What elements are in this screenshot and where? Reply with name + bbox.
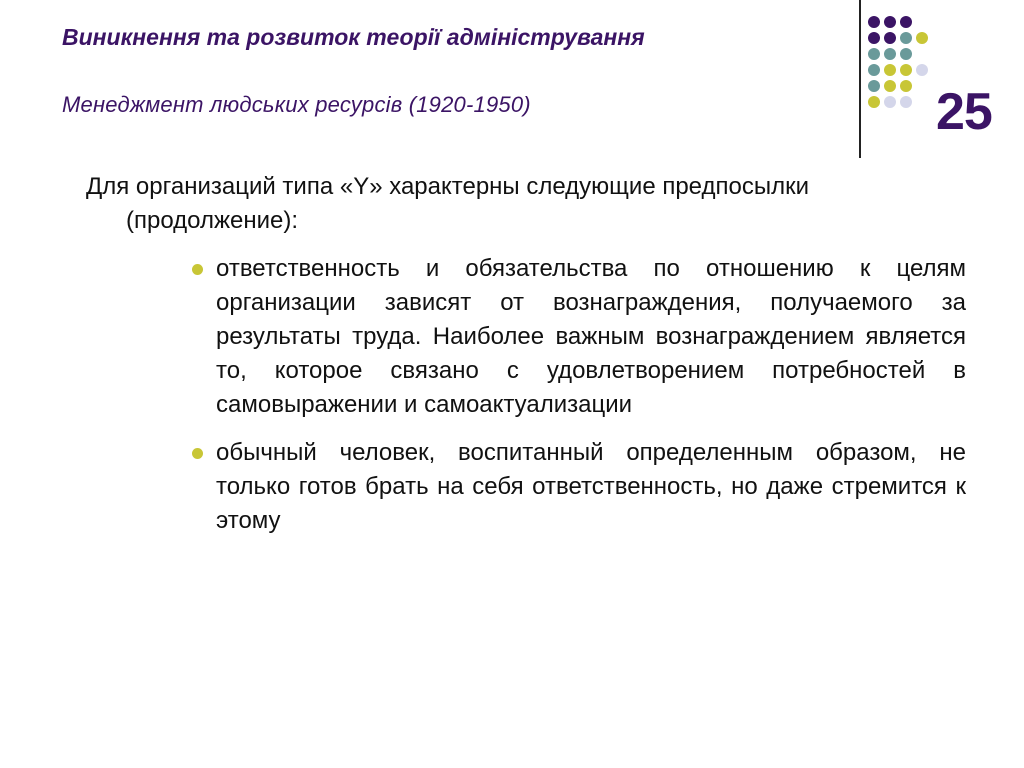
bullet-item	[216, 436, 966, 538]
decorative-dot	[868, 48, 880, 60]
decorative-dot	[868, 16, 880, 28]
decorative-dot	[868, 80, 880, 92]
decorative-dot	[868, 96, 880, 108]
decorative-dot	[884, 48, 896, 60]
bullet-text: обычный человек, воспитанный определенным образом, не только готов брать на себя ответственность, но даже стремится к этому	[216, 439, 966, 534]
decorative-dot	[868, 32, 880, 44]
decorative-dot	[900, 64, 912, 76]
decorative-dot	[884, 64, 896, 76]
bullet-marker-icon	[192, 448, 203, 459]
slide-title: Виникнення та розвиток теорії адміністрування	[62, 24, 645, 50]
slide-subtitle: Менеджмент людських ресурсів (1920-1950)	[62, 92, 531, 117]
decorative-dot	[900, 80, 912, 92]
decorative-dot	[868, 64, 880, 76]
decorative-dot	[884, 32, 896, 44]
decorative-dot	[900, 16, 912, 28]
slide-body	[86, 170, 966, 552]
bullet-item	[216, 252, 966, 422]
decorative-dot	[900, 96, 912, 108]
decorative-dot	[884, 16, 896, 28]
decorative-dot	[884, 80, 896, 92]
decorative-dot-grid	[862, 14, 942, 134]
slide-number: 25	[936, 83, 992, 141]
intro-paragraph: Для организаций типа «Y» характерны следующие предпосылки (продолжение):	[86, 173, 810, 234]
decorative-dot	[900, 32, 912, 44]
bullet-list	[86, 252, 966, 538]
decorative-dot	[916, 64, 928, 76]
decorative-dot	[884, 96, 896, 108]
decorative-dot	[900, 48, 912, 60]
bullet-marker-icon	[192, 264, 203, 275]
header-divider	[859, 0, 861, 158]
decorative-dot	[916, 32, 928, 44]
bullet-text: ответственность и обязательства по отношению к целям организации зависят от вознаграждения, получаемого за результаты труда. Наиболее важным вознаграждением является то, которое связано с удовлетворением потребностей в самовыражении и самоактуализации	[216, 255, 966, 418]
